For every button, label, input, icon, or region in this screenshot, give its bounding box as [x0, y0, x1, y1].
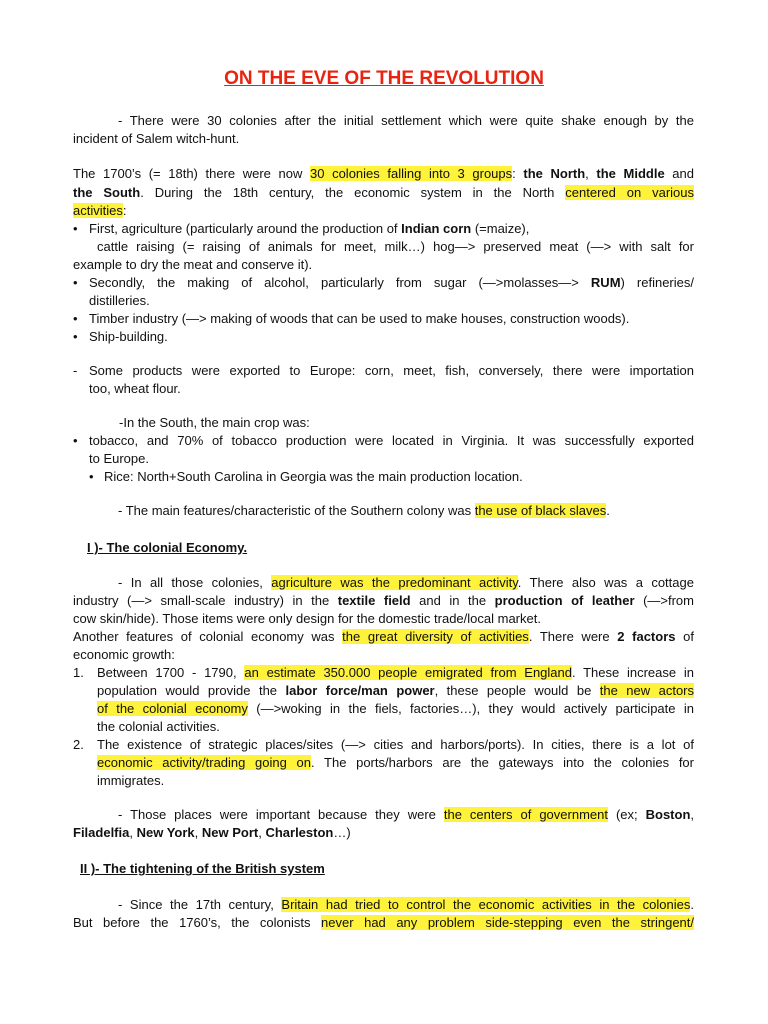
- bullet-icon: •: [73, 221, 78, 236]
- bold-term: the Middle: [596, 166, 665, 181]
- intro-line-1: - There were 30 colonies after the initial settlement which were quite shake enough by the: [118, 113, 694, 128]
- economy-line-4: [73, 628, 694, 646]
- text-run: ,: [258, 825, 266, 840]
- text-run: .: [606, 503, 610, 518]
- bullet-tobacco-cont: to Europe.: [89, 451, 149, 466]
- text-run: . During the 18th century, the economic system in the North: [140, 185, 566, 200]
- factor-2-line-1: The existence of strategic places/sites (—> cities and harbors/ports). In cities, there is a lot of: [97, 737, 694, 752]
- text-run: ) refineries/: [620, 275, 694, 290]
- british-line-2: [73, 914, 694, 932]
- text-run: - Those places were important because they were: [118, 807, 444, 822]
- bold-term: RUM: [590, 275, 621, 290]
- factor-1-line-2: [97, 682, 694, 700]
- highlight: the great diversity of activities: [342, 629, 529, 644]
- text-run: .: [690, 897, 695, 912]
- text-run: :: [512, 166, 524, 181]
- highlight: agriculture was the predominant activity: [271, 575, 518, 590]
- british-line-1: [118, 896, 694, 914]
- south-feature: [118, 502, 610, 520]
- text-run: of: [675, 629, 694, 644]
- text-run: . There were: [528, 629, 618, 644]
- text-run: and: [664, 166, 694, 181]
- text-run: population would provide the: [97, 683, 286, 698]
- bullet-agriculture: [89, 220, 529, 238]
- economy-line-1: [118, 574, 694, 592]
- bold-term: the North: [523, 166, 586, 181]
- bold-term: Filadelfia: [73, 825, 130, 840]
- bullet-icon: •: [89, 469, 94, 484]
- list-number: 2.: [73, 737, 84, 752]
- highlight: the new actors: [599, 683, 694, 698]
- government-line-2: [73, 824, 351, 842]
- text-run: Secondly, the making of alcohol, particularly from sugar (—>molasses—>: [89, 275, 591, 290]
- bullet-icon: •: [73, 311, 78, 326]
- document-title: ON THE EVE OF THE REVOLUTION: [224, 68, 544, 89]
- dash-marker: -: [73, 363, 78, 378]
- highlight: the centers of government: [443, 807, 608, 822]
- text-run: . The ports/harbors are the gateways into the colonies for: [310, 755, 694, 770]
- bullet-icon: •: [73, 329, 78, 344]
- text-run: ,: [194, 825, 202, 840]
- highlight: of the colonial economy: [97, 701, 248, 716]
- text-run: . There also was a cottage: [517, 575, 694, 590]
- list-number: 1.: [73, 665, 84, 680]
- highlight: never had any problem side-stepping even the stringent/: [321, 915, 695, 930]
- text-run: . These increase in: [571, 665, 694, 680]
- government-line-1: [118, 806, 694, 824]
- bullet-alcohol-cont: distilleries.: [89, 293, 150, 308]
- bullet-alcohol: [89, 274, 694, 292]
- factor-1-line-3: [97, 700, 694, 718]
- text-run: (=maize),: [471, 221, 530, 236]
- economy-line-2: [73, 592, 694, 610]
- bullet-timber: Timber industry (—> making of woods that can be used to make houses, construction woods).: [89, 311, 630, 326]
- text-run: (ex;: [607, 807, 646, 822]
- text-run: - The main features/characteristic of the Southern colony was: [118, 503, 475, 518]
- section-heading-british-system: II )- The tightening of the British system: [80, 861, 325, 876]
- text-run: industry (—> small-scale industry) in the: [73, 593, 338, 608]
- text-run: , these people would be: [434, 683, 600, 698]
- highlight: the use of black slaves: [474, 503, 607, 518]
- section-heading-colonial-economy: I )- The colonial Economy.: [87, 540, 248, 555]
- text-run: ,: [690, 807, 695, 822]
- bold-term: New York: [136, 825, 195, 840]
- highlight: an estimate 350.000 people emigrated from England: [244, 665, 572, 680]
- bold-term: textile field: [337, 593, 411, 608]
- text-run: ,: [129, 825, 137, 840]
- bold-term: production of leather: [494, 593, 635, 608]
- highlight: 30 colonies falling into 3 groups: [310, 166, 513, 181]
- factor-1-line-4: the colonial activities.: [97, 719, 220, 734]
- bullet-tobacco: tobacco, and 70% of tobacco production were located in Virginia. It was successfully exported: [89, 433, 694, 448]
- bold-term: Indian corn: [401, 221, 472, 236]
- text-run: But before the 1760’s, the colonists: [73, 915, 322, 930]
- text-run: First, agriculture (particularly around the production of: [89, 221, 402, 236]
- bold-term: Charleston: [265, 825, 334, 840]
- text-run: :: [122, 203, 127, 218]
- bold-term: Boston: [645, 807, 691, 822]
- exports-line-1: Some products were exported to Europe: corn, meet, fish, conversely, there were importation: [89, 363, 694, 378]
- bullet-ship-building: Ship-building.: [89, 329, 168, 344]
- text-run: Between 1700 - 1790,: [97, 665, 245, 680]
- bullet-rice: Rice: North+South Carolina in Georgia was the main production location.: [104, 469, 523, 484]
- text-run: (—>from: [634, 593, 694, 608]
- paragraph-groups-line-1: [73, 165, 694, 183]
- bold-term: the South: [73, 185, 141, 200]
- factor-2-line-2: [97, 754, 694, 772]
- bullet-icon: •: [73, 433, 78, 448]
- text-run: The 1700’s (= 18th) there were now: [73, 166, 310, 181]
- text-run: ,: [585, 166, 597, 181]
- highlight: centered on various: [565, 185, 694, 200]
- bold-term: 2 factors: [617, 629, 676, 644]
- text-run: - Since the 17th century,: [118, 897, 282, 912]
- paragraph-groups-line-2: [73, 184, 694, 202]
- factor-1-line-1: [97, 664, 694, 682]
- factor-2-line-3: immigrates.: [97, 773, 165, 788]
- paragraph-groups-line-3: [73, 202, 126, 220]
- highlight: economic activity/trading going on: [97, 755, 311, 770]
- economy-line-5: economic growth:: [73, 647, 175, 662]
- bullet-icon: •: [73, 275, 78, 290]
- bullet-agriculture-cont-2: example to dry the meat and conserve it).: [73, 257, 313, 272]
- text-run: and in the: [410, 593, 495, 608]
- bold-term: labor force/man power: [285, 683, 435, 698]
- highlight: Britain had tried to control the economic activities in the colonies: [281, 897, 691, 912]
- text-run: (—>woking in the fiels, factories…), they would actively participate in: [247, 701, 694, 716]
- economy-line-3: cow skin/hide). Those items were only design for the domestic trade/local market.: [73, 611, 541, 626]
- bullet-agriculture-cont: cattle raising (= raising of animals for meet, milk…) hog—> preserved meat (—> with salt for: [97, 239, 694, 254]
- intro-line-2: incident of Salem witch-hunt.: [73, 131, 240, 146]
- exports-line-2: too, wheat flour.: [89, 381, 181, 396]
- text-run: …): [333, 825, 351, 840]
- highlight: activities: [73, 203, 123, 218]
- south-intro: -In the South, the main crop was:: [119, 415, 310, 430]
- text-run: Another features of colonial economy was: [73, 629, 343, 644]
- text-run: - In all those colonies,: [118, 575, 272, 590]
- bold-term: New Port: [201, 825, 259, 840]
